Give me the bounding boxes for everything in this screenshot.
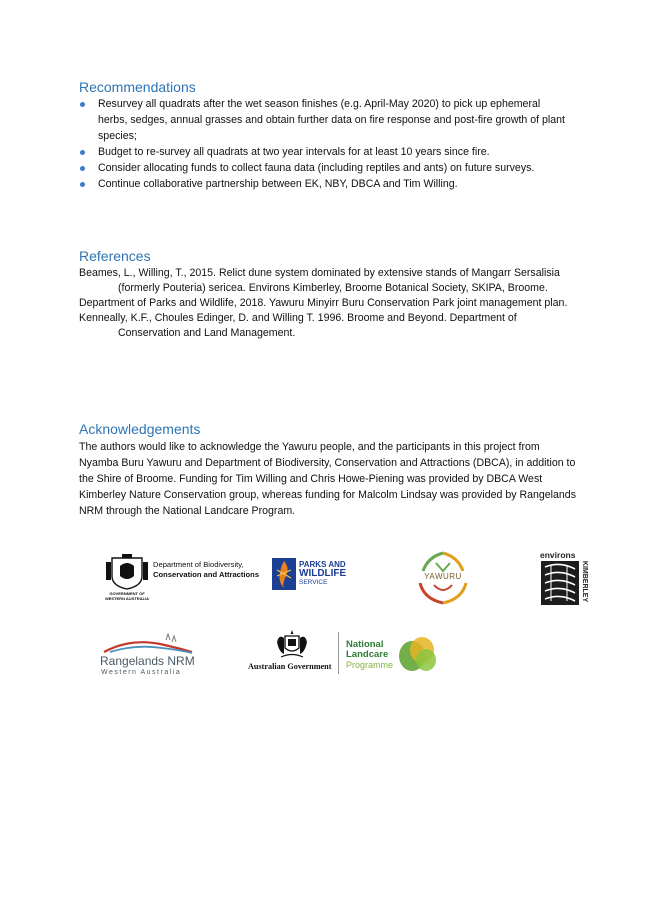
list-item: Consider allocating funds to collect fauna data (including reptiles and ants) on future surveys. — [79, 160, 569, 176]
landcare-line3: Programme — [346, 660, 394, 670]
logo-divider — [338, 632, 339, 674]
dbca-gov-line2: WESTERN AUSTRALIA — [104, 596, 150, 601]
parks-wildlife-logo — [272, 558, 356, 592]
wa-crest-icon — [104, 554, 150, 590]
parks-line3: SERVICE — [299, 579, 328, 586]
yawuru-name: YAWURU — [424, 572, 462, 581]
dbca-dept-line2: Conservation and Attractions — [153, 570, 260, 579]
environs-line2: KIMBERLEY — [581, 560, 589, 603]
environs-line1: environs — [540, 550, 576, 560]
landcare-line2: Landcare — [346, 649, 389, 660]
ausgov-name: Australian Government — [248, 662, 332, 671]
parks-line2: WILDLIFE — [299, 568, 347, 579]
landcare-leaves-icon — [396, 634, 438, 674]
dbca-dept-line1: Department of Biodiversity, — [153, 560, 244, 569]
australian-government-logo — [248, 630, 336, 674]
rangelands-logo — [100, 632, 196, 680]
rangelands-line2: Western Australia — [101, 669, 182, 676]
landcare-logo — [338, 632, 440, 676]
references-heading: References — [79, 248, 151, 264]
dbca-logo — [104, 554, 274, 602]
parks-line1: PARKS AND — [299, 560, 346, 569]
recommendations-heading: Recommendations — [79, 79, 196, 95]
list-item: Budget to re-survey all quadrats at two year intervals for at least 10 years since fire. — [79, 144, 569, 160]
list-item: Resurvey all quadrats after the wet season finishes (e.g. April-May 2020) to pick up ephemeral herbs, sedges, annual grasses and obtain further data on fire response and post-fire growth of plant species; — [79, 96, 569, 144]
reference-item: Department of Parks and Wildlife, 2018. Yawuru Minyirr Buru Conservation Park joint management plan. — [79, 297, 568, 309]
landcare-line1: National — [346, 639, 384, 650]
acknowledgements-text: The authors would like to acknowledge the Yawuru people, and the participants in this project from Nyamba Buru Yawuru and Department of Biodiversity, Conservation and Attractions (DBCA), in addition to the Shire of Broome. Funding for Tim Willing and Chris Howe-Piening was provided by DBCA West Kimberley Nature Conservation group, whereas funding for Malcolm Lindsay was provided by Rangelands NRM through the National Landcare Program. — [79, 441, 576, 517]
reference-item: Beames, L., Willing, T., 2015. Relict dune system dominated by extensive stands of Mangarr Sersalisia (formerly Pouteria) sericea. Environs Kimberley, Broome Botanical Society, SKIPA, Broome. — [79, 267, 560, 294]
acknowledgements-heading: Acknowledgements — [79, 421, 201, 437]
rangelands-hills-icon — [100, 632, 196, 654]
rangelands-line1: Rangelands NRM — [100, 654, 195, 668]
list-item: Continue collaborative partnership between EK, NBY, DBCA and Tim Willing. — [79, 176, 569, 192]
dbca-gov-line1: GOVERNMENT OF — [109, 591, 145, 596]
kimberley-pattern-icon — [541, 561, 579, 605]
banksia-icon — [272, 558, 296, 590]
environs-kimberley-logo — [540, 550, 592, 608]
recommendations-list — [79, 96, 569, 192]
commonwealth-crest-icon — [275, 630, 309, 660]
reference-item: Kenneally, K.F., Choules Edinger, D. and Willing T. 1996. Broome and Beyond. Department of Conservation and Land Management. — [79, 312, 517, 339]
references-list — [79, 266, 574, 341]
yawuru-logo — [414, 549, 472, 607]
